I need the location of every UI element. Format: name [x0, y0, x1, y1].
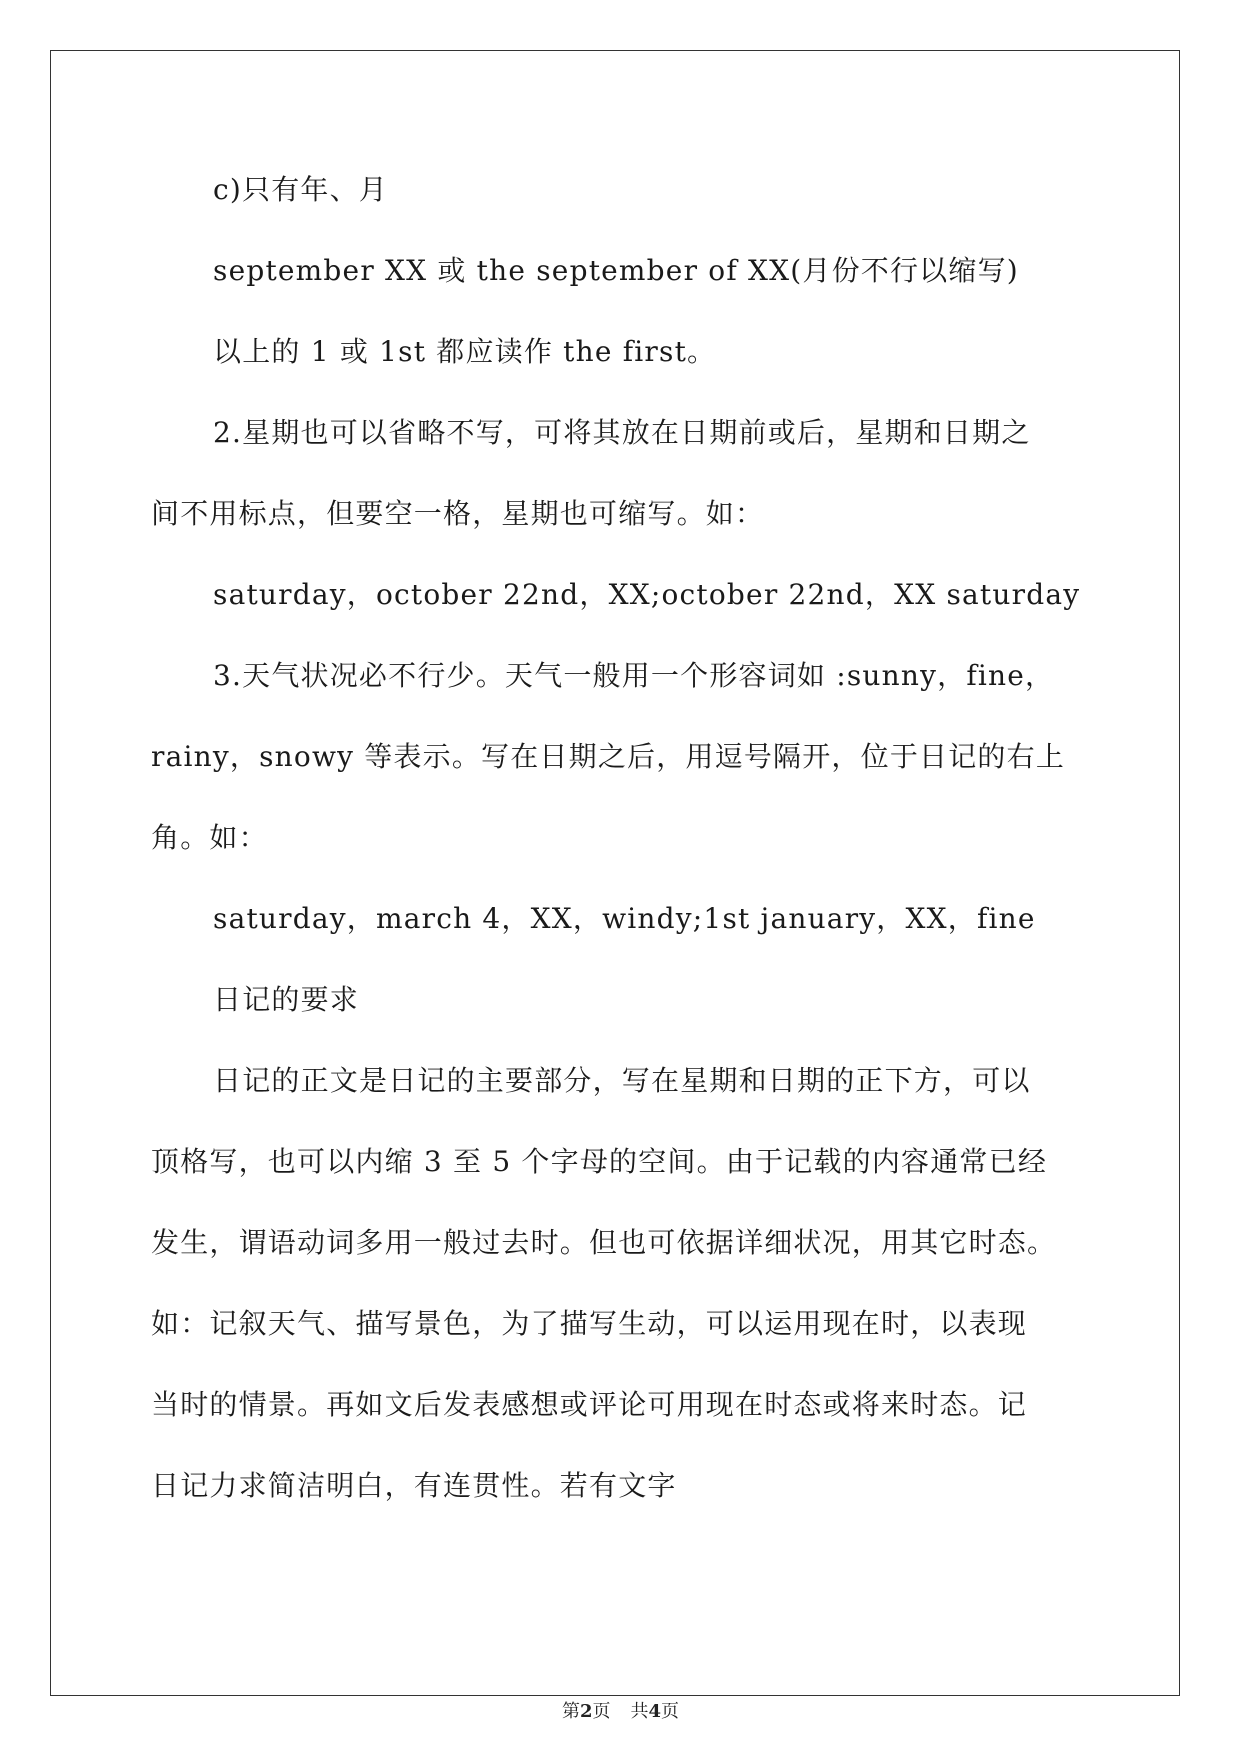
text-line: 发生，谓语动词多用一般过去时。但也可依据详细状况，用其它时态。 [151, 1226, 1057, 1259]
text-line: 日记的正文是日记的主要部分，写在星期和日期的正下方，可以 [213, 1064, 1031, 1097]
text-line: september XX 或 the september of XX(月份不行以缩写) [213, 254, 1019, 287]
text-line: 2.星期也可以省略不写，可将其放在日期前或后，星期和日期之 [213, 416, 1031, 449]
text-line: 顶格写，也可以内缩 3 至 5 个字母的空间。由于记载的内容通常已经 [151, 1145, 1048, 1178]
page-number: 第2页 [561, 1701, 611, 1722]
text-line: 以上的 1 或 1st 都应读作 the first。 [213, 335, 717, 368]
text-line: saturday，october 22nd，XX;october 22nd，XX saturday [213, 578, 1081, 611]
text-line: 角。如： [151, 821, 268, 854]
text-line: saturday，march 4，XX，windy;1st january，XX，fine [213, 902, 1036, 935]
page-footer [0, 1697, 1241, 1723]
text-line: 如：记叙天气、描写景色，为了描写生动，可以运用现在时，以表现 [151, 1307, 1028, 1340]
text-line: 间不用标点，但要空一格，星期也可缩写。如： [151, 497, 765, 530]
text-line: rainy，snowy 等表示。写在日期之后，用逗号隔开，位于日记的右上 [151, 740, 1066, 773]
document-body [151, 162, 1091, 1539]
section-heading: 日记的要求 [213, 983, 360, 1016]
text-line: 当时的情景。再如文后发表感想或评论可用现在时态或将来时态。记 [151, 1388, 1028, 1421]
page-total: 共4页 [630, 1701, 680, 1722]
text-line: 3.天气状况必不行少。天气一般用一个形容词如 :sunny，fine， [213, 659, 1055, 692]
text-line: c)只有年、月 [213, 173, 389, 206]
text-line: 日记力求简洁明白，有连贯性。若有文字 [151, 1469, 677, 1502]
